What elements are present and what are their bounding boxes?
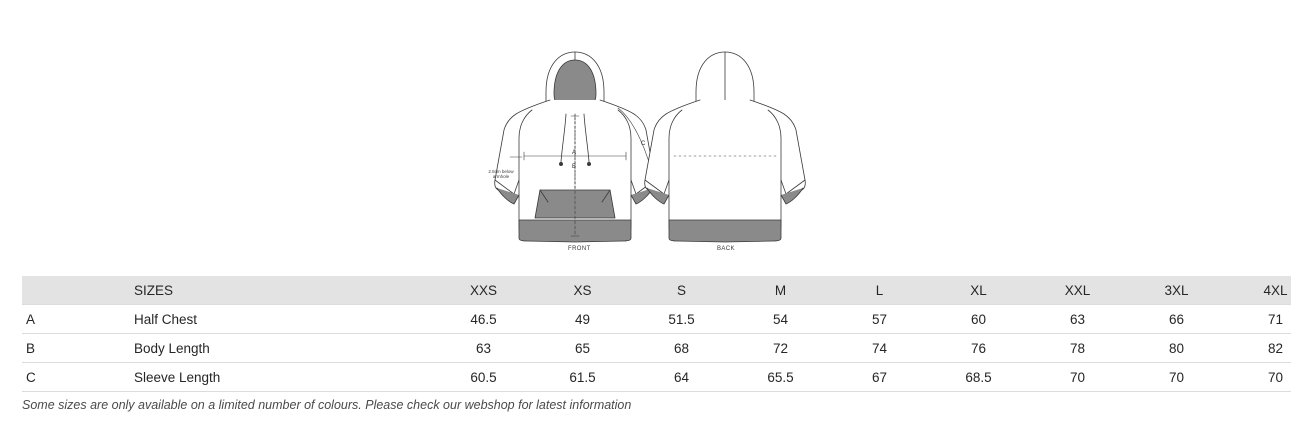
label-a: A bbox=[572, 150, 577, 156]
row-letter: A bbox=[26, 311, 36, 327]
cell-value: 49 bbox=[574, 311, 591, 327]
header-size-xxl: XXL bbox=[1064, 282, 1091, 298]
front-view bbox=[495, 52, 656, 242]
cell-value: 46.5 bbox=[470, 311, 497, 327]
hoodie-flat-sketch bbox=[462, 30, 832, 255]
cell-value: 78 bbox=[1069, 340, 1086, 356]
table-row bbox=[22, 363, 1291, 392]
header-size-m: M bbox=[774, 282, 787, 298]
row-letter: B bbox=[26, 340, 36, 356]
cell-value: 72 bbox=[772, 340, 789, 356]
header-size-s: S bbox=[676, 282, 686, 298]
cell-value: 61.5 bbox=[569, 369, 596, 385]
row-measure-name: Half Chest bbox=[134, 311, 198, 327]
cell-value: 60.5 bbox=[470, 369, 497, 385]
armhole-note: 2.5cm below armhole bbox=[488, 169, 514, 180]
cell-value: 71 bbox=[1267, 311, 1284, 327]
size-table-body bbox=[22, 305, 1291, 392]
cell-value: 76 bbox=[970, 340, 987, 356]
cell-value: 65.5 bbox=[767, 369, 794, 385]
cell-value: 68.5 bbox=[965, 369, 992, 385]
header-size-4xl: 4XL bbox=[1263, 282, 1288, 298]
size-table bbox=[22, 276, 1291, 392]
size-table-header-row bbox=[22, 276, 1291, 305]
table-row bbox=[22, 334, 1291, 363]
table-row bbox=[22, 305, 1291, 334]
cell-value: 80 bbox=[1168, 340, 1185, 356]
header-letter bbox=[22, 276, 78, 305]
size-table-head bbox=[22, 276, 1291, 305]
cell-value: 54 bbox=[772, 311, 789, 327]
row-letter: C bbox=[26, 369, 36, 385]
label-b: B bbox=[572, 164, 577, 170]
cell-value: 70 bbox=[1168, 369, 1185, 385]
cell-value: 74 bbox=[871, 340, 888, 356]
cell-value: 67 bbox=[871, 369, 888, 385]
label-c: C bbox=[641, 141, 646, 147]
cell-value: 64 bbox=[673, 369, 690, 385]
back-view-caption: BACK bbox=[717, 246, 735, 252]
header-size-xl: XL bbox=[970, 282, 987, 298]
cell-value: 66 bbox=[1168, 311, 1185, 327]
cell-value: 82 bbox=[1267, 340, 1284, 356]
size-availability-footnote: Some sizes are only available on a limited number of colours. Please check our webshop for latest information bbox=[22, 398, 632, 412]
row-measure-name: Sleeve Length bbox=[134, 369, 221, 385]
header-size-3xl: 3XL bbox=[1164, 282, 1189, 298]
cell-value: 60 bbox=[970, 311, 987, 327]
cell-value: 63 bbox=[475, 340, 492, 356]
header-size-xs: XS bbox=[573, 282, 592, 298]
cell-value: 51.5 bbox=[668, 311, 695, 327]
cell-value: 65 bbox=[574, 340, 591, 356]
cell-value: 70 bbox=[1267, 369, 1284, 385]
size-table-container bbox=[22, 276, 1288, 392]
cell-value: 57 bbox=[871, 311, 888, 327]
front-view-caption: FRONT bbox=[568, 246, 591, 252]
header-size-l: L bbox=[875, 282, 884, 298]
row-measure-name: Body Length bbox=[134, 340, 210, 356]
cell-value: 68 bbox=[673, 340, 690, 356]
cell-value: 63 bbox=[1069, 311, 1086, 327]
cell-value: 70 bbox=[1069, 369, 1086, 385]
header-sizes: SIZES bbox=[134, 282, 174, 298]
back-view bbox=[645, 52, 806, 242]
header-size-xxs: XXS bbox=[469, 282, 497, 298]
